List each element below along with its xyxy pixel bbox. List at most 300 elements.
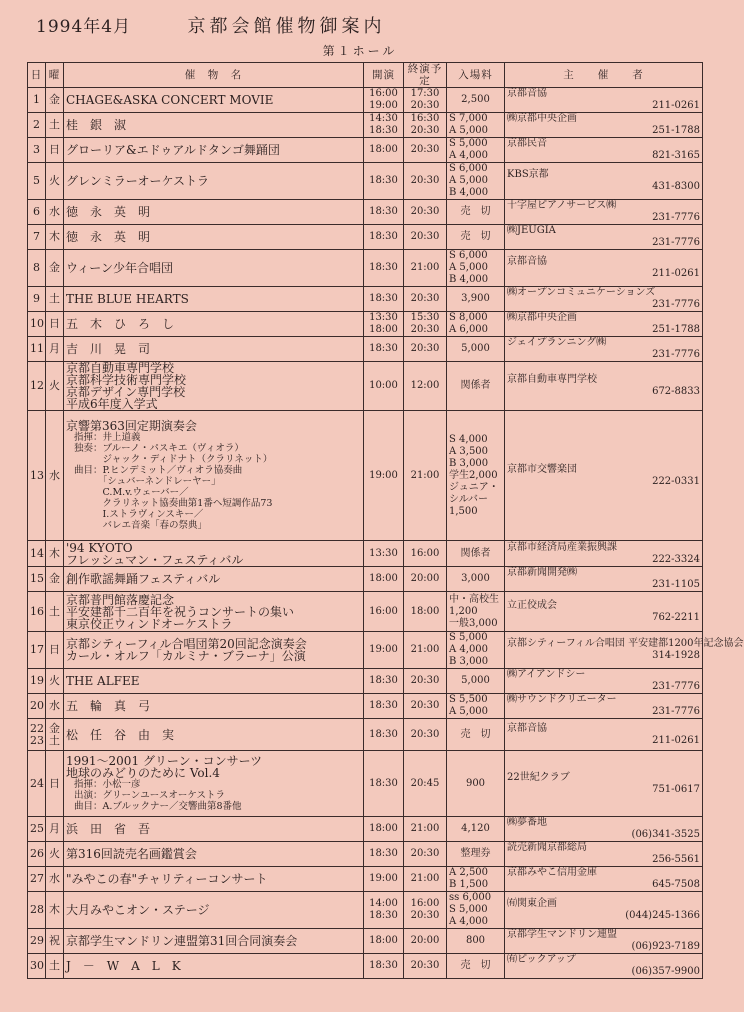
price-line: 売 切 bbox=[460, 231, 491, 242]
organizer-name: 22世紀クラブ bbox=[507, 771, 570, 783]
price-line: 一般3,000 bbox=[449, 617, 498, 629]
price-cell bbox=[447, 719, 505, 751]
organizer-name: 立正佼成会 bbox=[507, 599, 557, 611]
organizer-phone: 211-0261 bbox=[652, 100, 700, 111]
event-cell bbox=[64, 88, 364, 113]
event-name: 平成6年度入学式 bbox=[66, 397, 158, 411]
event-detail: ジャック・ディドナト（クラリネット） bbox=[74, 454, 273, 465]
price-cell bbox=[447, 250, 505, 287]
end-time: 20:30 bbox=[410, 144, 440, 155]
end-time: 21:00 bbox=[410, 823, 440, 834]
weekday-label: 火 bbox=[49, 379, 60, 392]
end-time-cell bbox=[404, 751, 447, 817]
end-time: 16:00 bbox=[410, 547, 440, 559]
day-cell bbox=[28, 88, 46, 113]
organizer-name: KBS京都 bbox=[507, 169, 549, 180]
day-number: 19 bbox=[30, 674, 44, 687]
price-line: 売 切 bbox=[460, 960, 491, 971]
open-time-cell bbox=[364, 163, 404, 200]
day-number: 13 bbox=[30, 468, 44, 482]
event-detail: I.ストラヴィンスキー／ bbox=[74, 509, 204, 520]
open-time: 18:30 bbox=[369, 777, 398, 789]
event-name: 大月みやこオン・ステージ bbox=[66, 903, 210, 917]
event-name: 五 輪 真 弓 bbox=[66, 699, 151, 713]
weekday-label: 水 bbox=[49, 468, 60, 482]
open-time: 16:00 bbox=[369, 605, 398, 617]
weekday-cell bbox=[46, 719, 64, 751]
organizer-cell bbox=[505, 954, 703, 979]
open-time: 18:00 bbox=[369, 823, 398, 834]
event-cell bbox=[64, 200, 364, 225]
end-time-cell bbox=[404, 250, 447, 287]
weekday-label: 月 bbox=[49, 342, 60, 355]
event-cell bbox=[64, 669, 364, 694]
weekday-label: 木 bbox=[49, 546, 60, 560]
organizer-name: ㈱京都中央企画 bbox=[507, 113, 577, 124]
table-row bbox=[28, 541, 703, 567]
open-time-cell bbox=[364, 411, 404, 541]
col-organizer: 主 催 者 bbox=[505, 63, 703, 88]
end-time-cell bbox=[404, 337, 447, 362]
open-time-cell bbox=[364, 892, 404, 929]
event-name: 京都シティーフィル合唱団第20回記念演奏会 bbox=[66, 637, 307, 651]
day-number: 14 bbox=[30, 546, 44, 560]
end-time: 20:30 bbox=[410, 960, 440, 971]
price-cell bbox=[447, 312, 505, 337]
organizer-name: ㈱夢番地 bbox=[507, 817, 547, 828]
event-name: "みやこの春"チャリティーコンサート bbox=[66, 872, 268, 886]
open-time-cell bbox=[364, 694, 404, 719]
event-name: 京都自動車専門学校 bbox=[66, 361, 175, 375]
organizer-cell bbox=[505, 892, 703, 929]
table-row bbox=[28, 929, 703, 954]
col-weekday: 曜 bbox=[46, 63, 64, 88]
price-cell bbox=[447, 892, 505, 929]
organizer-phone: (06)357-9900 bbox=[631, 966, 700, 977]
open-time-cell bbox=[364, 541, 404, 567]
open-time: 18:00 bbox=[369, 144, 398, 155]
event-name: 1991〜2001 グリーン・コンサーツ bbox=[66, 754, 263, 768]
end-time: 20:30 bbox=[410, 324, 440, 335]
organizer-name: ㈱サウンドクリエーター bbox=[507, 694, 617, 705]
organizer-name: 京都新聞開発㈱ bbox=[507, 567, 577, 578]
end-time: 20:45 bbox=[410, 777, 440, 789]
day-cell bbox=[28, 817, 46, 842]
organizer-cell bbox=[505, 867, 703, 892]
price-line: A 5,000 bbox=[449, 175, 489, 186]
organizer-phone: 222-0331 bbox=[652, 475, 700, 487]
price-line: A 6,000 bbox=[449, 324, 489, 335]
organizer-name: 京都音協 bbox=[507, 256, 547, 267]
weekday-label: 日 bbox=[49, 317, 60, 330]
price-line: A 2,500 bbox=[449, 867, 489, 878]
weekday-cell bbox=[46, 954, 64, 979]
table-row bbox=[28, 163, 703, 200]
organizer-name: 読売新聞京都総局 bbox=[507, 842, 587, 853]
open-time: 13:30 bbox=[369, 312, 398, 323]
day-number: 3 bbox=[33, 143, 40, 156]
end-time-cell bbox=[404, 287, 447, 312]
price-line: A 5,000 bbox=[449, 706, 489, 717]
end-time-cell bbox=[404, 312, 447, 337]
day-number: 23 bbox=[30, 733, 44, 747]
organizer-phone: (044)245-1366 bbox=[625, 910, 700, 921]
event-cell bbox=[64, 592, 364, 632]
price-line: B 3,000 bbox=[449, 457, 489, 469]
open-time: 18:30 bbox=[369, 700, 398, 711]
header-date: 1994年4月 bbox=[36, 17, 132, 37]
weekday-cell bbox=[46, 929, 64, 954]
organizer-cell bbox=[505, 694, 703, 719]
price-line: S 5,000 bbox=[449, 138, 488, 149]
end-time: 20:30 bbox=[410, 675, 440, 686]
open-time: 18:30 bbox=[369, 343, 398, 354]
organizer-cell bbox=[505, 200, 703, 225]
open-time: 14:30 bbox=[369, 113, 398, 124]
weekday-label: 日 bbox=[49, 643, 60, 656]
table-row bbox=[28, 287, 703, 312]
day-number: 25 bbox=[30, 822, 44, 835]
day-number: 30 bbox=[30, 959, 44, 972]
price-line: ss 6,000 bbox=[449, 892, 492, 903]
end-time-cell bbox=[404, 138, 447, 163]
price-cell bbox=[447, 669, 505, 694]
end-time: 20:30 bbox=[410, 910, 440, 921]
price-line: 3,900 bbox=[461, 293, 490, 304]
event-name: 徳 永 英 明 bbox=[66, 230, 151, 244]
organizer-phone: 211-0261 bbox=[652, 734, 700, 746]
end-time-cell bbox=[404, 163, 447, 200]
organizer-cell bbox=[505, 929, 703, 954]
organizer-name: ㈱アイアンドシー bbox=[507, 669, 586, 680]
event-cell bbox=[64, 337, 364, 362]
organizer-phone: 672-8833 bbox=[652, 386, 700, 397]
open-time-cell bbox=[364, 287, 404, 312]
open-time-cell bbox=[364, 632, 404, 669]
end-time: 20:30 bbox=[410, 100, 440, 111]
end-time-cell bbox=[404, 225, 447, 250]
price-line: 3,000 bbox=[461, 573, 490, 584]
weekday-label: 金 bbox=[49, 261, 60, 274]
price-line: S 7,000 bbox=[449, 113, 488, 124]
weekday-cell bbox=[46, 411, 64, 541]
event-name: 平安建都千二百年を祝うコンサートの集い bbox=[66, 604, 295, 619]
open-time: 18:30 bbox=[369, 262, 398, 273]
event-cell bbox=[64, 632, 364, 669]
weekday-label: 木 bbox=[49, 230, 60, 243]
price-cell bbox=[447, 163, 505, 200]
weekday-cell bbox=[46, 250, 64, 287]
table-row bbox=[28, 312, 703, 337]
table-row bbox=[28, 892, 703, 929]
day-cell bbox=[28, 842, 46, 867]
weekday-label: 土 bbox=[49, 604, 60, 618]
day-number: 2 bbox=[33, 118, 40, 131]
open-time-cell bbox=[364, 954, 404, 979]
day-cell bbox=[28, 929, 46, 954]
day-cell bbox=[28, 337, 46, 362]
organizer-name: ㈱オープンコミュニケーションズ bbox=[507, 287, 656, 298]
event-cell bbox=[64, 250, 364, 287]
weekday-cell bbox=[46, 138, 64, 163]
schedule-body bbox=[28, 88, 744, 979]
open-time: 18:00 bbox=[369, 935, 398, 946]
day-number: 29 bbox=[30, 934, 44, 947]
event-cell bbox=[64, 163, 364, 200]
end-time-cell bbox=[404, 411, 447, 541]
event-name: 創作歌謡舞踊フェスティバル bbox=[66, 572, 221, 586]
day-cell bbox=[28, 163, 46, 200]
price-line: 1,200 bbox=[449, 605, 478, 617]
weekday-label: 土 bbox=[49, 733, 60, 747]
weekday-label: 水 bbox=[49, 205, 60, 218]
day-number: 7 bbox=[33, 230, 40, 243]
end-time-cell bbox=[404, 362, 447, 411]
event-name: 京響第363回定期演奏会 bbox=[66, 419, 197, 433]
event-name: 京都普門館落慶記念 bbox=[66, 592, 175, 607]
table-row bbox=[28, 113, 703, 138]
organizer-cell bbox=[505, 567, 703, 592]
page-title: 京都会館催物御案内 bbox=[187, 16, 386, 37]
end-time-cell bbox=[404, 541, 447, 567]
table-row bbox=[28, 867, 703, 892]
weekday-cell bbox=[46, 669, 64, 694]
organizer-cell bbox=[505, 669, 703, 694]
weekday-label: 金 bbox=[49, 572, 60, 585]
day-cell bbox=[28, 669, 46, 694]
table-header-row bbox=[28, 63, 703, 88]
organizer-cell bbox=[505, 113, 703, 138]
price-line: 関係者 bbox=[460, 380, 491, 391]
price-line: A 5,000 bbox=[449, 125, 489, 136]
weekday-label: 土 bbox=[49, 118, 60, 131]
weekday-cell bbox=[46, 88, 64, 113]
organizer-name: 京都市経済局産業振興課 bbox=[507, 541, 617, 553]
organizer-phone: 431-8300 bbox=[652, 181, 700, 192]
open-time: 19:00 bbox=[369, 100, 398, 111]
end-time: 20:30 bbox=[410, 175, 440, 186]
organizer-name: ㈲関東企画 bbox=[507, 898, 557, 909]
end-time: 20:30 bbox=[410, 700, 440, 711]
organizer-name: 京都みやこ信用金庫 bbox=[507, 867, 597, 878]
event-name: グレンミラーオーケストラ bbox=[66, 174, 209, 188]
event-cell bbox=[64, 362, 364, 411]
price-line: 5,000 bbox=[461, 343, 490, 354]
price-line: 売 切 bbox=[460, 728, 491, 740]
day-number: 11 bbox=[30, 342, 44, 355]
price-cell bbox=[447, 88, 505, 113]
end-time: 21:00 bbox=[410, 469, 440, 481]
open-time: 19:00 bbox=[369, 873, 398, 884]
open-time-cell bbox=[364, 842, 404, 867]
organizer-name: ㈱京都中央企画 bbox=[507, 312, 577, 323]
day-cell bbox=[28, 867, 46, 892]
organizer-name: 京都民音 bbox=[507, 138, 547, 149]
open-time-cell bbox=[364, 312, 404, 337]
table-row bbox=[28, 751, 703, 817]
day-number: 9 bbox=[33, 292, 40, 305]
day-cell bbox=[28, 287, 46, 312]
weekday-label: 日 bbox=[49, 776, 60, 790]
open-time-cell bbox=[364, 669, 404, 694]
table-row bbox=[28, 954, 703, 979]
organizer-cell bbox=[505, 411, 703, 541]
event-name: 京都デザイン専門学校 bbox=[66, 385, 186, 399]
end-time: 20:30 bbox=[410, 293, 440, 304]
end-time: 20:30 bbox=[410, 206, 440, 217]
organizer-phone: 751-0617 bbox=[652, 783, 700, 795]
event-detail: 独奏：ブルーノ・パスキエ（ヴィオラ） bbox=[74, 443, 244, 454]
price-cell bbox=[447, 842, 505, 867]
end-time: 20:30 bbox=[410, 343, 440, 354]
price-line: S 6,000 bbox=[449, 163, 488, 174]
organizer-name: 京都市交響楽団 bbox=[507, 463, 577, 475]
organizer-phone: 231-7776 bbox=[652, 212, 700, 223]
day-number: 20 bbox=[30, 699, 44, 712]
end-time: 12:00 bbox=[410, 380, 440, 391]
weekday-label: 金 bbox=[49, 721, 60, 735]
price-line: S 5,500 bbox=[449, 694, 488, 705]
open-time: 18:30 bbox=[369, 728, 398, 740]
event-name: 東京佼正ウィンドオーケストラ bbox=[66, 616, 233, 631]
price-line: ジュニア・ bbox=[449, 481, 499, 493]
organizer-cell bbox=[505, 751, 703, 817]
day-cell bbox=[28, 138, 46, 163]
price-cell bbox=[447, 362, 505, 411]
weekday-cell bbox=[46, 892, 64, 929]
event-name: 徳 永 英 明 bbox=[66, 205, 151, 219]
price-cell bbox=[447, 592, 505, 632]
event-name: 桂 銀 淑 bbox=[66, 118, 127, 132]
day-cell bbox=[28, 250, 46, 287]
event-detail: クラリネット協奏曲第1番ヘ短調作品73 bbox=[74, 498, 273, 509]
weekday-cell bbox=[46, 362, 64, 411]
price-cell bbox=[447, 200, 505, 225]
end-time-cell bbox=[404, 929, 447, 954]
table-row bbox=[28, 138, 703, 163]
day-number: 15 bbox=[30, 572, 44, 585]
open-time-cell bbox=[364, 817, 404, 842]
price-line: 2,500 bbox=[461, 94, 490, 105]
open-time: 18:30 bbox=[369, 175, 398, 186]
end-time-cell bbox=[404, 817, 447, 842]
event-detail: 「シュバーネンドレーヤー」 bbox=[74, 476, 221, 487]
end-time-cell bbox=[404, 719, 447, 751]
open-time: 18:00 bbox=[369, 573, 398, 584]
weekday-cell bbox=[46, 592, 64, 632]
organizer-phone: 222-3324 bbox=[652, 553, 700, 565]
price-cell bbox=[447, 751, 505, 817]
end-time: 20:30 bbox=[410, 231, 440, 242]
organizer-phone: 231-7776 bbox=[652, 237, 700, 248]
end-time-cell bbox=[404, 200, 447, 225]
open-time-cell bbox=[364, 337, 404, 362]
day-number: 27 bbox=[30, 872, 44, 885]
day-cell bbox=[28, 592, 46, 632]
price-cell bbox=[447, 929, 505, 954]
table-row bbox=[28, 362, 703, 411]
weekday-label: 水 bbox=[49, 872, 60, 885]
organizer-name: 京都自動車専門学校 bbox=[507, 374, 597, 385]
organizer-cell bbox=[505, 138, 703, 163]
price-line: A 5,000 bbox=[449, 262, 489, 273]
event-name: CHAGE&ASKA CONCERT MOVIE bbox=[66, 93, 274, 107]
weekday-cell bbox=[46, 312, 64, 337]
day-cell bbox=[28, 751, 46, 817]
price-line: 中・高校生 bbox=[449, 593, 499, 605]
event-name: フレッシュマン・フェスティバル bbox=[66, 552, 244, 567]
open-time-cell bbox=[364, 250, 404, 287]
price-line: 整理券 bbox=[460, 848, 491, 859]
open-time: 18:30 bbox=[369, 675, 398, 686]
price-cell bbox=[447, 954, 505, 979]
price-cell bbox=[447, 287, 505, 312]
event-name: カール・オルフ「カルミナ・ブラーナ」公演 bbox=[66, 649, 306, 663]
weekday-label: 水 bbox=[49, 699, 60, 712]
day-cell bbox=[28, 954, 46, 979]
price-line: 1,500 bbox=[449, 505, 478, 517]
price-line: A 3,500 bbox=[449, 445, 489, 457]
price-cell bbox=[447, 817, 505, 842]
organizer-phone: (06)341-3525 bbox=[631, 829, 700, 840]
organizer-cell bbox=[505, 163, 703, 200]
event-cell bbox=[64, 842, 364, 867]
event-name: 五 木 ひ ろ し bbox=[66, 317, 175, 331]
day-number: 8 bbox=[33, 261, 40, 274]
event-name: 浜 田 省 吾 bbox=[66, 822, 151, 836]
organizer-cell bbox=[505, 225, 703, 250]
price-line: B 4,000 bbox=[449, 187, 489, 198]
price-cell bbox=[447, 337, 505, 362]
open-time-cell bbox=[364, 138, 404, 163]
event-detail: 指揮：小松一彦 bbox=[74, 779, 141, 790]
end-time-cell bbox=[404, 694, 447, 719]
organizer-name: ㈲ピックアップ bbox=[507, 954, 576, 965]
event-cell bbox=[64, 113, 364, 138]
price-line: A 4,000 bbox=[449, 150, 489, 161]
end-time: 20:00 bbox=[410, 935, 440, 946]
open-time: 13:30 bbox=[369, 547, 398, 559]
organizer-phone: 256-5561 bbox=[652, 854, 700, 865]
organizer-cell bbox=[505, 592, 703, 632]
organizer-cell bbox=[505, 817, 703, 842]
weekday-cell bbox=[46, 867, 64, 892]
event-cell bbox=[64, 541, 364, 567]
open-time-cell bbox=[364, 867, 404, 892]
weekday-cell bbox=[46, 694, 64, 719]
event-detail: 出演：グリーンユースオーケストラ bbox=[74, 790, 225, 801]
weekday-label: 火 bbox=[49, 847, 60, 860]
col-event: 催 物 名 bbox=[64, 63, 364, 88]
end-time-cell bbox=[404, 592, 447, 632]
table-row bbox=[28, 592, 703, 632]
organizer-phone: 821-3165 bbox=[652, 150, 700, 161]
event-detail: 曲目：P.ヒンデミット／ヴィオラ協奏曲 bbox=[74, 465, 243, 476]
event-detail: バレエ音楽「春の祭典」 bbox=[74, 520, 208, 531]
price-cell bbox=[447, 138, 505, 163]
event-name: 京都学生マンドリン連盟第31回合同演奏会 bbox=[66, 934, 298, 948]
end-time: 20:30 bbox=[410, 125, 440, 136]
weekday-cell bbox=[46, 225, 64, 250]
open-time-cell bbox=[364, 929, 404, 954]
open-time-cell bbox=[364, 225, 404, 250]
day-number: 16 bbox=[30, 604, 44, 618]
weekday-cell bbox=[46, 567, 64, 592]
open-time: 18:30 bbox=[369, 293, 398, 304]
end-time: 21:00 bbox=[410, 644, 440, 655]
day-cell bbox=[28, 541, 46, 567]
end-time-cell bbox=[404, 632, 447, 669]
